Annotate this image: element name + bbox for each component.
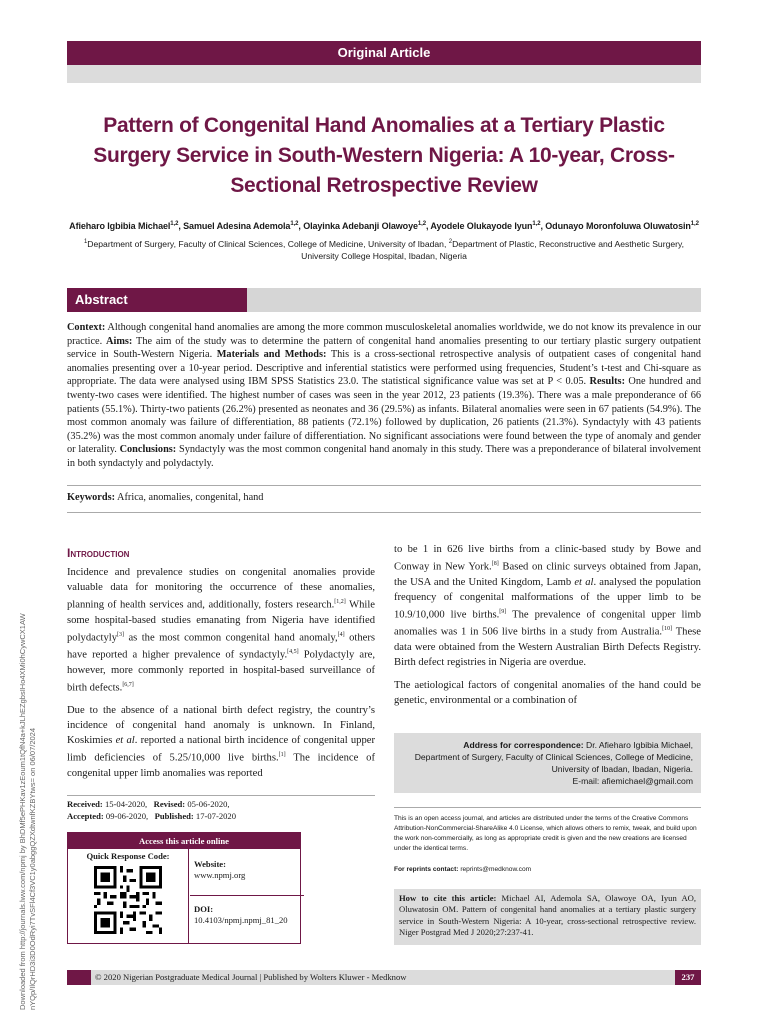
text: as the most common congenital hand anomaly, — [124, 632, 338, 644]
intro-heading: Introduction — [67, 546, 130, 560]
correspondence-label: Address for correspondence: — [463, 740, 584, 750]
website-link[interactable]: www.npmj.org — [194, 870, 246, 880]
published-label: Published: — [154, 811, 194, 821]
author-sup: 1,2 — [532, 221, 541, 227]
license-text: This is an open access journal, and articles are distributed under the terms of the Creative Commons Attribution-NonCommercial-ShareAlike 4.0 License, which allows others to remix, tweak, and build upon the work non-commercially, as long as appropriate credit is given and the new creations are licensed under the identical terms. — [394, 815, 697, 852]
access-box — [67, 832, 301, 944]
affil-text: Department of Plastic, Reconstructive and Aesthetic Surgery, University College Hospital, Ibadan, Nigeria — [301, 238, 685, 261]
text: While some hospital-based studies emanating from Nigeria have identified polydactyly — [67, 599, 376, 644]
correspondence-name: Dr. Afieharo Igbibia Michael, — [583, 740, 693, 750]
text: Based on clinic surveys obtained from Japan, the USA and the United Kingdom, Lamb — [394, 561, 701, 588]
how-to-cite-box — [394, 889, 701, 945]
keywords — [67, 491, 701, 504]
paragraph — [67, 565, 375, 695]
article-title: Pattern of Congenital Hand Anomalies at a Tertiary Plastic Surgery Service in South-Western Nigeria: A 10-year, Cross-Sectional Retrospective Review — [93, 114, 675, 197]
access-heading: Access this article online — [68, 833, 300, 849]
text: Incidence and prevalence studies on congenital anomalies provide valuable data for monitoring the occurrence of these anomalies, planning of health services and, additionally, fosters research. — [67, 567, 375, 611]
correspondence-line: University of Ibadan, Ibadan, Nigeria. — [551, 764, 693, 774]
correspondence-line: Department of Surgery, Faculty of Clinical Sciences, College of Medicine, — [414, 752, 693, 762]
divider — [67, 512, 701, 513]
text: et al — [574, 576, 594, 588]
text: These data were obtained from the Western Australian Birth Defects Registry. Birth defect registries in Nigeria are overdue. — [394, 626, 701, 668]
text: . reported a national birth incidence of congenital upper limb deficiencies of 5.25/10,000 live births. — [67, 735, 375, 764]
correspondence-email[interactable]: E-mail: afiemichael@gmail.com — [572, 776, 693, 786]
results-label: Results: — [589, 376, 625, 388]
right-column — [394, 542, 701, 716]
keywords-label: Keywords: — [67, 492, 116, 503]
results-text: One hundred and twenty-two cases were identified. The highest number of cases was seen in the year 2012, 23 patients (19.3%). There was a male preponderance of 66 patients (55.1%). Thirty-two patients (26.2%) presented as neonates and 36 (29.5%) as infants. Bilateral anomalies were seen in 67 patients (54.9%). The most common anomaly was failure of differentiation, 88 patients (72.1%) followed by duplication, 26 patients (21.3%). Syndactyly with 43 patients (35.2%) was the most common anomaly under failure of differentiation. No significant associations were found between the type of anomaly and gender or laterality. — [67, 376, 701, 456]
author-sup: 1,2 — [690, 221, 699, 227]
context-text: Although congenital hand anomalies are among the more common musculoskeletal anomalies worldwide, we do not know its prevalence in our practice. — [67, 322, 701, 347]
cite-text: Michael AI, Ademola SA, Olawoye OA, Iyun AO, Oluwatosin OM. Pattern of congenital hand anomalies at a tertiary plastic surgery service in South-Western Nigeria: A 10-year, cross-sectional retrospective review. Niger Postgrad Med J 2020;27:237-41. — [399, 893, 697, 937]
doi-label: DOI: — [194, 904, 214, 914]
text: to be 1 in 626 live births from a clinic-based study by Bowe and Conway in New York. — [394, 544, 701, 573]
context-label: Context: — [67, 322, 106, 333]
aims-label: Aims: — [106, 335, 133, 347]
affil-text: Department of Surgery, Faculty of Clinical Sciences, College of Medicine, University of Ibadan, — [87, 238, 449, 249]
accepted-date: 09-06-2020, — [103, 811, 149, 821]
citation-ref[interactable]: [4] — [337, 631, 345, 638]
author-list: Afieharo Igbibia Michael$^{1,2}$, Samuel Adesina Ademola$^{1,2}$, Olayinka Adebanji Olawoye$^{1,2}$, Ayodele Olukayode Iyun$^{1,2}$, Odunayo Moronfoluwa Oluwatosin$^{1,2}$ — [69, 221, 699, 231]
author-name: Ayodele Olukayode Iyun — [430, 221, 533, 231]
methods-text: This is a cross-sectional retrospective analysis of outpatient cases of congenital hand anomalies presenting over a 10-year period. Descriptive and inferential statistics were performed using frequencies, Student’s t-test and Chi-square as appropriate. The data were analysed using IBM SPSS Statistics 23.0. The statistical significance value was set at P < 0.05. — [67, 349, 701, 388]
text: others have reported a higher prevalence of syndactyly. — [67, 632, 375, 661]
reprints-contact — [394, 865, 701, 875]
keywords-text: Africa, anomalies, congenital, hand — [115, 492, 264, 503]
text: The incidence of congenital upper limb anomalies was reported — [67, 752, 375, 779]
footer-accent — [67, 970, 91, 985]
citation-ref[interactable]: [4,5] — [287, 649, 299, 656]
correspondence-box — [394, 733, 701, 793]
download-notice — [18, 10, 38, 1010]
footer-text: © 2020 Nigerian Postgraduate Medical Journal | Published by Wolters Kluwer - Medknow — [95, 972, 407, 982]
abstract-heading: Abstract — [67, 288, 247, 312]
affil-sup: 1 — [83, 239, 88, 245]
author-name: Olayinka Adebanji Olawoye — [303, 221, 418, 231]
access-info — [190, 849, 300, 944]
citation-ref[interactable]: [10] — [662, 626, 673, 633]
page-number: 237 — [675, 970, 701, 985]
qr-code-icon[interactable] — [94, 866, 162, 934]
author-name: Samuel Adesina Ademola — [183, 221, 291, 231]
methods-label: Materials and Methods: — [216, 349, 327, 361]
revised-date: 05-06-2020, — [185, 799, 230, 809]
conclusions-label: Conclusions: — [119, 444, 177, 456]
reprints-label: For reprints contact: — [394, 866, 459, 873]
website-label: Website: — [194, 859, 226, 869]
text: Polydactyly are, however, more commonly reported in hospital-based surveillance of birth defects. — [67, 649, 375, 694]
received-label: Received: — [67, 799, 103, 809]
header-grey-band — [67, 65, 701, 83]
abstract-body — [67, 321, 701, 471]
text: The prevalence of congenital upper limb anomalies was 1 in 506 live births in a study from Australia. — [394, 609, 701, 638]
qr-panel — [68, 849, 189, 944]
reprints-email[interactable]: reprints@medknow.com — [458, 866, 532, 873]
download-notice-line: nYQp/IlQrHD3i3D0OdRyi7TvSFl4Cf3VC1y0abggQZXdtwnfKZBYtws= on 06/07/2024 — [28, 727, 37, 1010]
paragraph — [394, 542, 701, 670]
paragraph — [67, 703, 375, 781]
author-name: Afieharo Igbibia Michael — [69, 221, 171, 231]
author-sup: 1,2 — [290, 221, 299, 227]
section-label: Original Article — [67, 41, 701, 65]
divider — [394, 807, 701, 808]
aims-text: The aim of the study was to determine the pattern of congenital hand anomalies presenting to our tertiary plastic surgery outpatient service in South-Western Nigeria. — [67, 335, 701, 361]
divider — [190, 895, 304, 904]
paragraph: The aetiological factors of congenital anomalies of the hand could be genetic, environmental or a combination of — [394, 679, 701, 706]
author-name: Odunayo Moronfoluwa Oluwatosin — [545, 221, 691, 231]
citation-ref[interactable]: [8] — [491, 561, 499, 567]
left-column — [67, 545, 375, 789]
published-date: 17-07-2020 — [193, 811, 237, 821]
affiliations — [67, 236, 701, 262]
citation-ref[interactable]: [1] — [278, 752, 286, 759]
citation-ref[interactable]: [3] — [117, 631, 125, 638]
author-sup: 1,2 — [417, 221, 426, 227]
citation-ref[interactable]: [9] — [499, 608, 507, 615]
doi-link[interactable]: 10.4103/npmj.npmj_81_20 — [194, 915, 288, 925]
conclusions-text: Syndactyly was the most common congenital hand anomaly in this study. There was a preponderance of bilateral involvement in both syndactyly and polydactyly. — [67, 444, 701, 469]
revised-label: Revised: — [153, 799, 186, 809]
qr-label: Quick Response Code: — [86, 851, 170, 861]
divider — [67, 485, 701, 486]
text: . analysed the population frequency of congenital malformations of the upper limb to be 10.9/10,000 live births. — [394, 576, 701, 621]
author-sup: 1,2 — [170, 221, 179, 227]
download-notice-line: Downloaded from http://journals.lww.com/npmj by BhDMf5ePHKav1zEoum1tQfN4a+kJLhEZgbsIHo4XMi0hCywCX1AW — [18, 613, 27, 1010]
citation-ref[interactable]: [1,2] — [334, 599, 346, 605]
affil-sup: 2 — [448, 239, 453, 245]
received-date: 15-04-2020, — [102, 799, 148, 809]
article-dates — [67, 795, 375, 822]
text: et al — [115, 735, 135, 747]
page-footer — [67, 970, 701, 985]
accepted-label: Accepted: — [67, 811, 104, 821]
cite-label: How to cite this article: — [399, 893, 497, 903]
citation-ref[interactable]: [6,7] — [122, 681, 134, 688]
text: Due to the absence of a national birth defect registry, the country’s incidence of congenital hand anomaly is unknown. In Finland, Koskimies — [67, 705, 375, 747]
